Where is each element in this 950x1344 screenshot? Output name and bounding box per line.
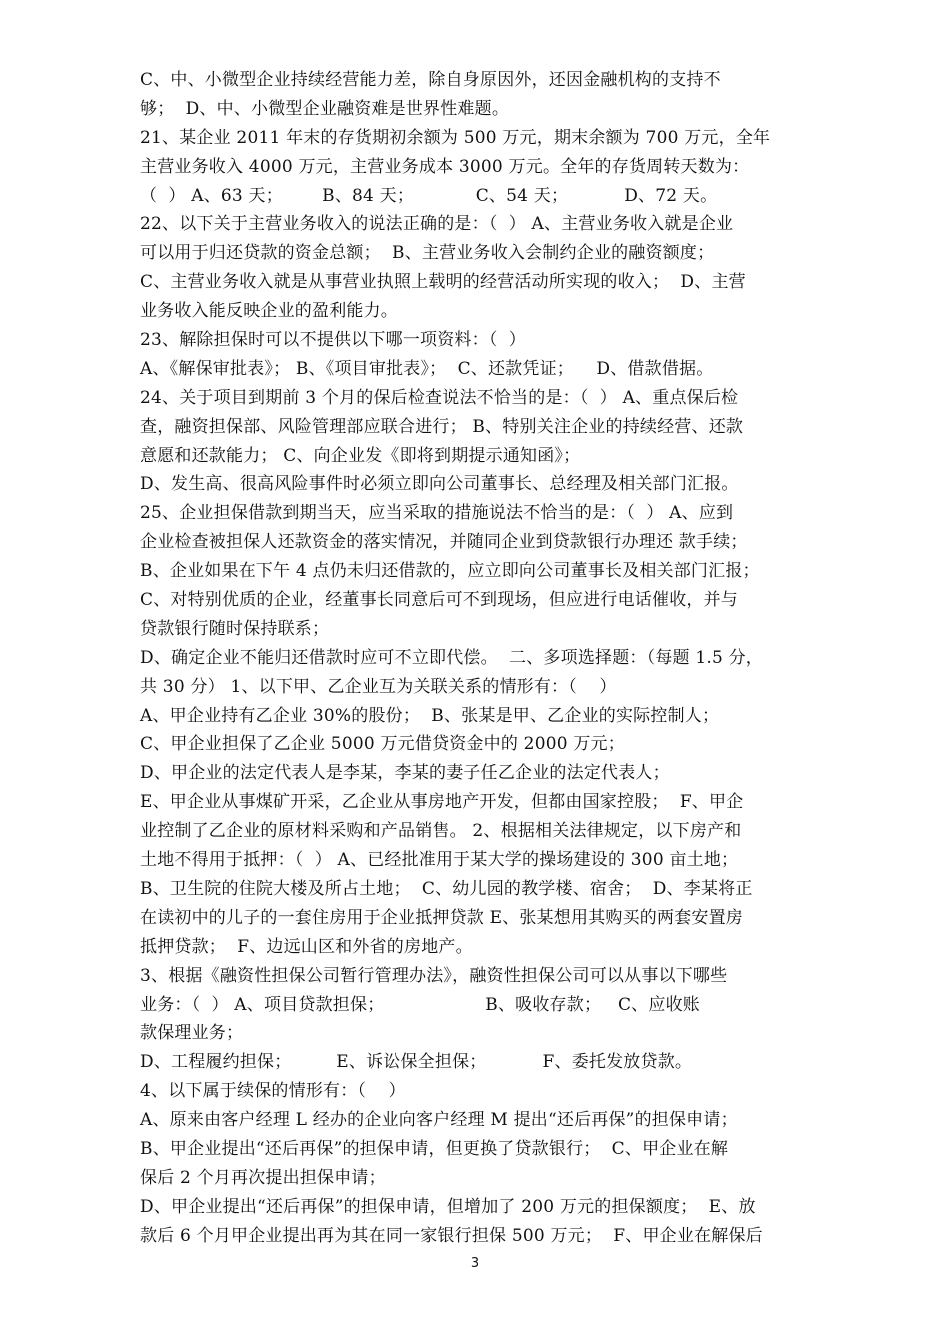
text-line: D、甲企业提出“还后再保”的担保申请，但增加了 200 万元的担保额度； E、放 <box>140 1196 756 1217</box>
page-number: 3 <box>470 1256 480 1271</box>
text-line: 够； D、中、小微型企业融资难是世界性难题。 <box>140 98 510 119</box>
text-line: 企业检查被担保人还款资金的落实情况，并随同企业到贷款银行办理还 款手续； <box>140 532 748 553</box>
text-line: 意愿和还款能力； C、向企业发《即将到期提示通知函》； <box>140 445 581 466</box>
text-line: A、甲企业持有乙企业 30%的股份； B、张某是甲、乙企业的实际控制人； <box>140 705 720 726</box>
text-line: B、企业如果在下午 4 点仍未归还借款的，应立即向公司董事长及相关部门汇报； <box>140 561 760 582</box>
text-line: 查，融资担保部、风险管理部应联合进行； B、特别关注企业的持续经营、还款 <box>140 416 744 437</box>
multi-question-2-line: 业控制了乙企业的原材料采购和产品销售。 2、根据相关法律规定，以下房产和 <box>140 821 742 842</box>
question-23-options: A、《解保审批表》； B、《项目审批表》； C、还款凭证； D、借款借据。 <box>140 358 714 379</box>
question-21-line: 21、某企业 2011 年末的存货期初余额为 500 万元，期末余额为 700 万元，全年 <box>140 127 771 148</box>
text-line: A、原来由客户经理 L 经办的企业向客户经理 M 提出“还后再保”的担保申请； <box>140 1110 738 1131</box>
multi-question-3-line: 3、根据《融资性担保公司暂行管理办法》，融资性担保公司可以从事以下哪些 <box>140 965 728 986</box>
text-line: C、甲企业担保了乙企业 5000 万元借贷资金中的 2000 万元； <box>140 734 625 755</box>
text-line: D、工程履约担保； E、诉讼保全担保； F、委托发放贷款。 <box>140 1052 693 1073</box>
text-line: B、甲企业提出“还后再保”的担保申请，但更换了贷款银行； C、甲企业在解 <box>140 1138 729 1159</box>
question-22-line: 22、以下关于主营业务收入的说法正确的是：（ ） A、主营业务收入就是企业 <box>140 214 734 235</box>
text-line: C、主营业务收入就是从事营业执照上载明的经营活动所实现的收入； D、主营 <box>140 272 746 293</box>
text-line: 款后 6 个月甲企业提出再为其在同一家银行担保 500 万元； F、甲企业在解保后 <box>140 1225 763 1246</box>
question-25-line: 25、企业担保借款到期当天，应当采取的措施说法不恰当的是：（ ） A、应到 <box>140 503 734 524</box>
text-line: B、卫生院的住院大楼及所占土地； C、幼儿园的教学楼、宿舍； D、李某将正 <box>140 878 753 899</box>
text-line: D、甲企业的法定代表人是李某，李某的妻子任乙企业的法定代表人； <box>140 763 670 784</box>
text-line: C、中、小微型企业持续经营能力差，除自身原因外，还因金融机构的支持不 <box>140 70 721 90</box>
text-line: 可以用于归还贷款的资金总额； B、主营业务收入会制约企业的融资额度； <box>140 243 715 264</box>
question-21-options: （ ） A、63 天； B、84 天； C、54 天； D、72 天。 <box>140 185 718 206</box>
text-line: D、发生高、很高风险事件时必须立即向公司董事长、总经理及相关部门汇报。 <box>140 474 739 495</box>
text-line: 土地不得用于抵押：（ ） A、已经批准用于某大学的操场建设的 300 亩土地； <box>140 850 739 871</box>
question-23-line: 23、解除担保时可以不提供以下哪一项资料：（ ） <box>140 330 526 351</box>
text-line: 主营业务收入 4000 万元，主营业务成本 3000 万元。全年的存货周转天数为： <box>140 156 750 177</box>
question-text-block <box>140 66 830 1251</box>
text-line: 贷款银行随时保持联系； <box>140 618 330 639</box>
text-line: 业务：（ ） A、项目贷款担保； B、吸收存款； C、应收账 <box>140 994 700 1015</box>
text-line: 保后 2 个月再次提出担保申请； <box>140 1167 386 1188</box>
text-line: 在读初中的儿子的一套住房用于企业抵押贷款 E、张某想用其购买的两套安置房 <box>140 907 744 928</box>
text-line: 款保理业务； <box>140 1023 244 1044</box>
question-24-line: 24、关于项目到期前 3 个月的保后检查说法不恰当的是：（ ） A、重点保后检 <box>140 387 739 408</box>
section-two-heading-line: D、确定企业不能归还借款时应可不立即代偿。 二、多项选择题：（每题 1.5 分， <box>140 647 763 668</box>
multi-question-4-line: 4、以下属于续保的情形有：（ ） <box>140 1081 406 1102</box>
text-line: 抵押贷款； F、边远山区和外省的房地产。 <box>140 936 473 957</box>
multi-question-1-line: 共 30 分） 1、以下甲、乙企业互为关联关系的情形有：（ ） <box>140 676 617 697</box>
text-line: C、对特别优质的企业，经董事长同意后可不到现场，但应进行电话催收，并与 <box>140 590 739 611</box>
text-line: E、甲企业从事煤矿开采，乙企业从事房地产开发，但都由国家控股； F、甲企 <box>140 792 744 813</box>
text-line: 业务收入能反映企业的盈利能力。 <box>140 301 398 322</box>
